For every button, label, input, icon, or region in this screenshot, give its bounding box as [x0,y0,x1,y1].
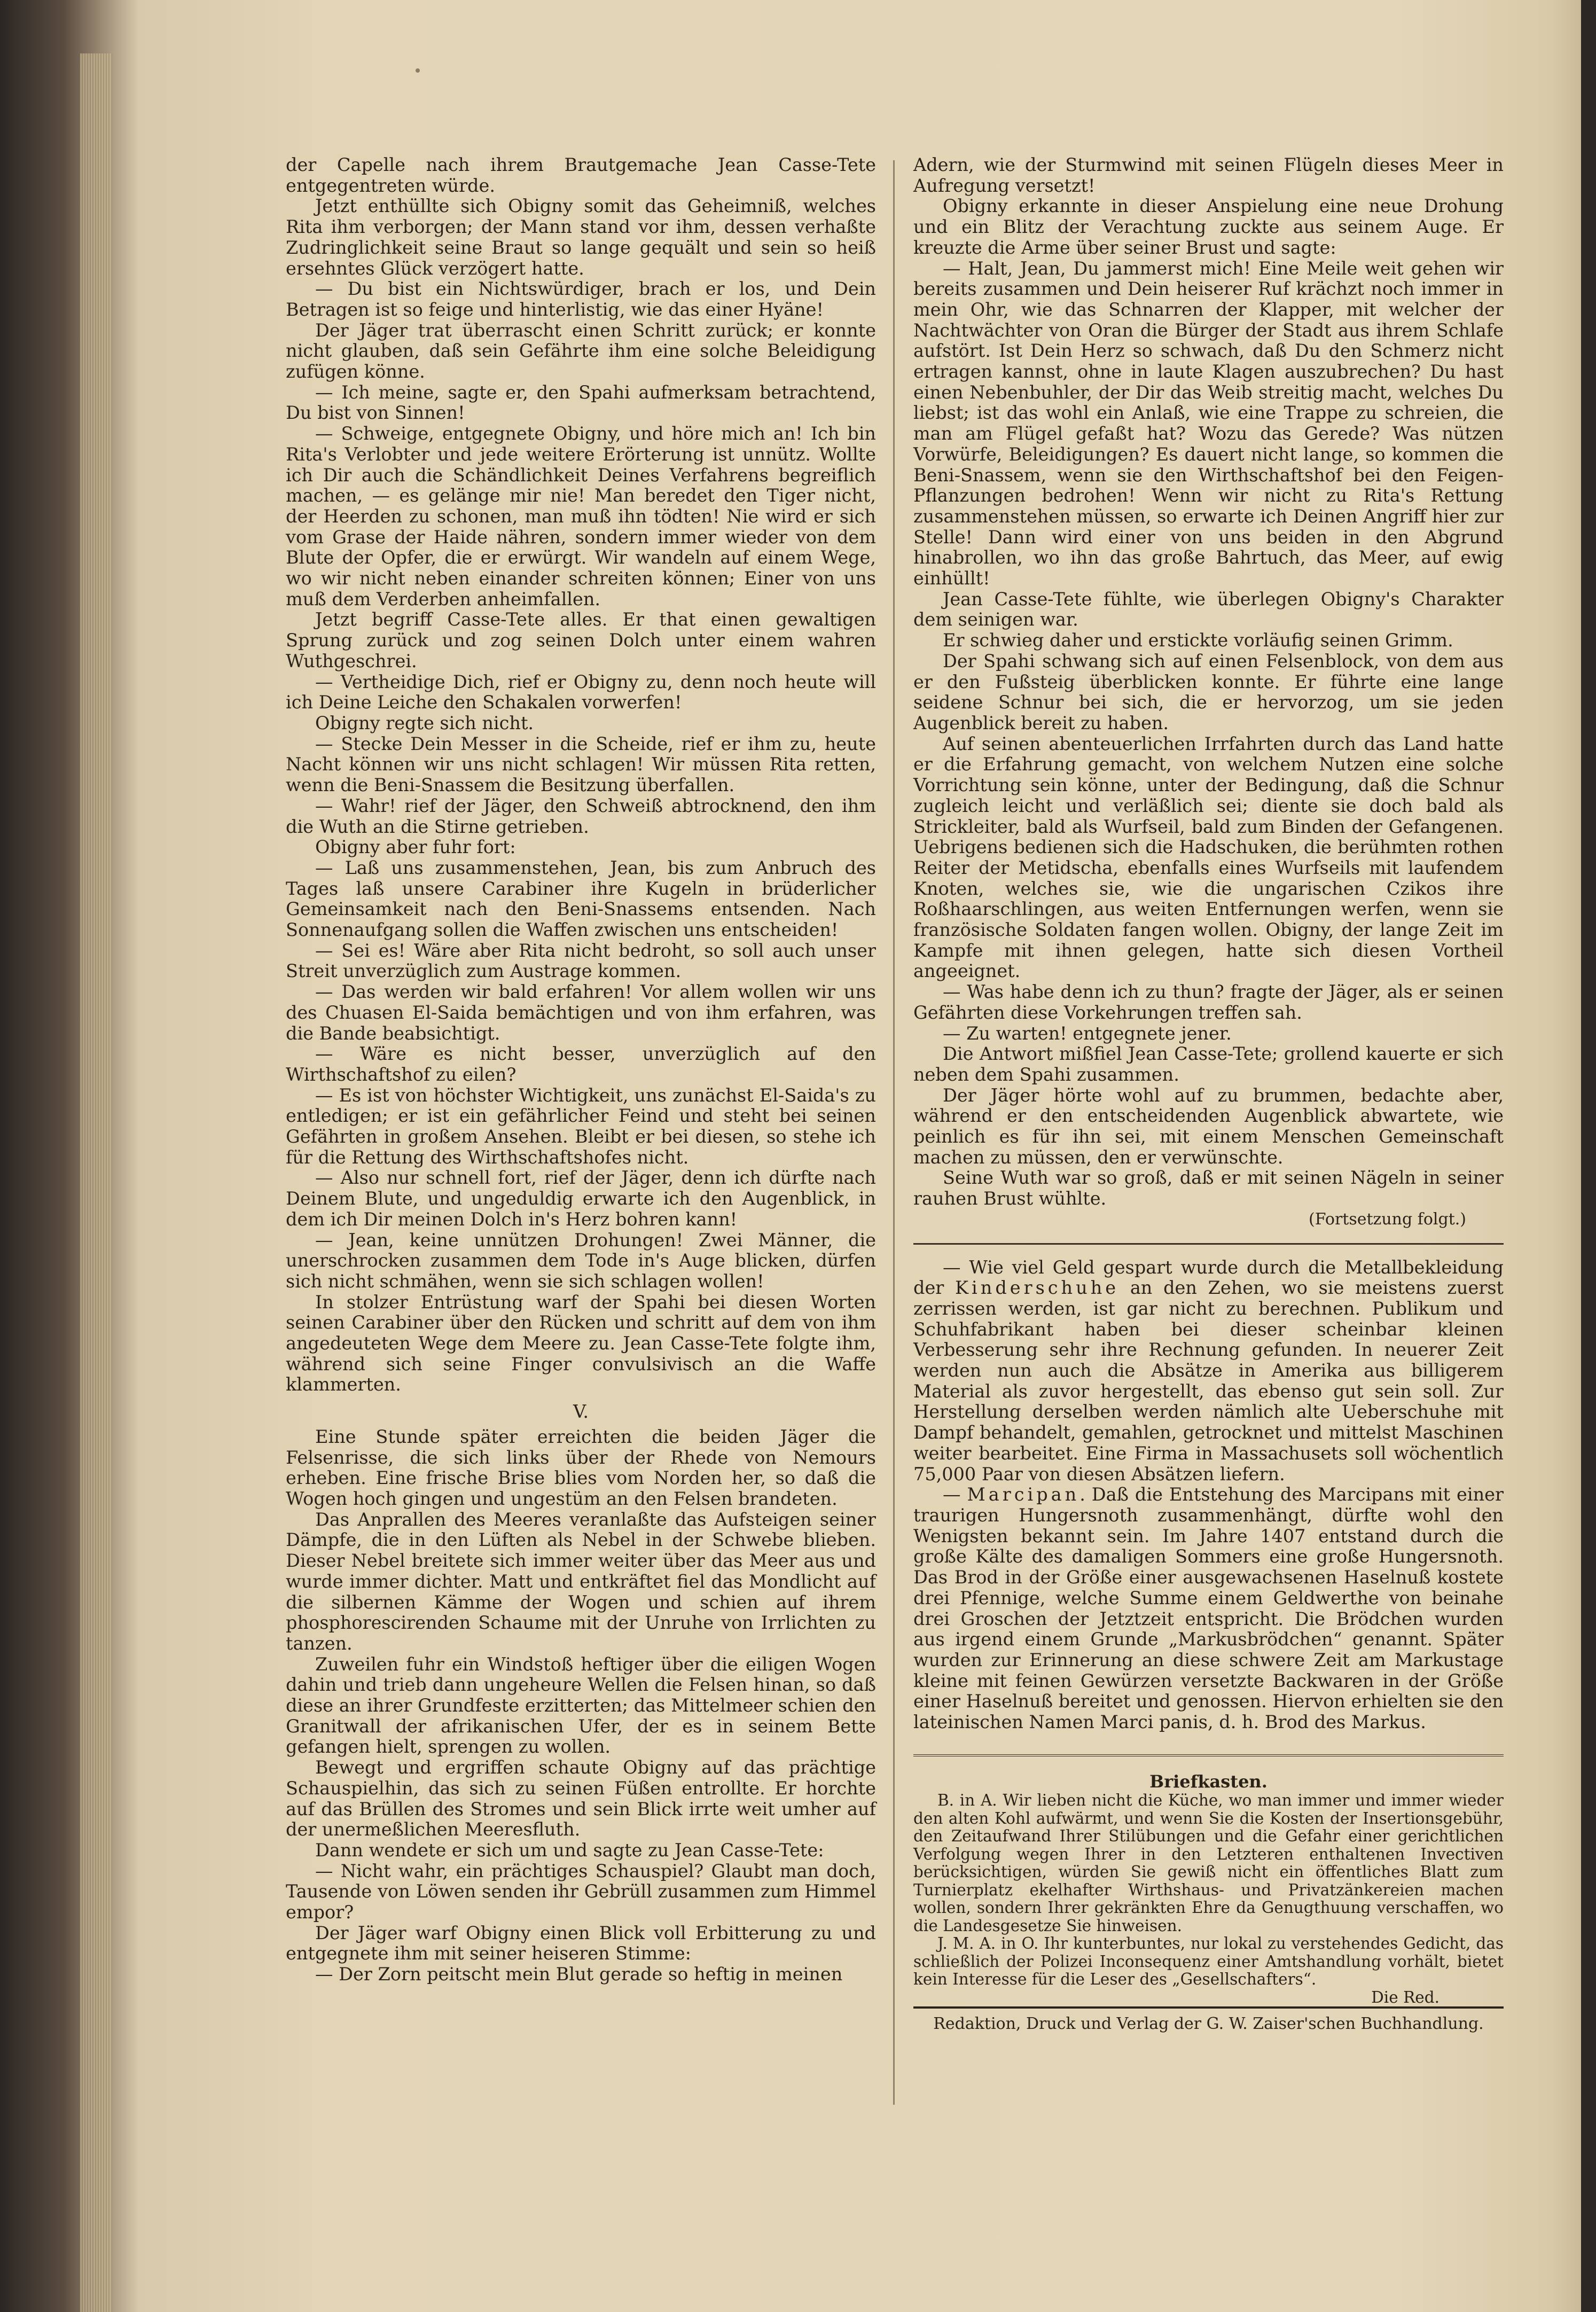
briefkasten-entry: J. M. A. in O. Ihr kunterbuntes, nur lokal zu verstehendes Gedicht, das schließlich der Polizei Inconsequenz einer Amtshandlung vorhält, bietet kein Interesse für die Leser des „Gesellschafters“. [913,1934,1504,1989]
paragraph: — Wäre es nicht besser, unverzüglich auf den Wirthschaftshof zu eilen? [286,1043,876,1085]
paragraph: Die Antwort mißfiel Jean Casse-Tete; grollend kauerte er sich neben dem Spahi zusammen. [913,1043,1504,1085]
note-body: . Daß die Entstehung des Marcipans mit einer traurigen Hungersnoth zusammenhängt, dürfte wohl den Wenigsten bekannt sein. Im Jahre 1407 entstand durch die große Kälte des damaligen Sommers eine große Hungersnoth. Das Brod in der Größe einer ausgewachsenen Haselnuß kostete drei Pfennige, welche Summe einem Geldwerthe von beinahe drei Groschen der Jetztzeit entspricht. Die Brödchen wurden aus irgend einem Grunde „Markusbrödchen“ genannt. Später wurden zur Erinnerung an diese schwere Zeit am Markustage kleine mit feinen Gewürzen versetzte Backwaren in der Größe einer Haselnuß bereitet und genossen. Hiervon erhielten sie den lateinischen Namen Marci panis, d. h. Brod des Markus. [913,1484,1504,1733]
paragraph: Jetzt enthüllte sich Obigny somit das Geheimniß, welches Rita ihm verborgen; der Mann stand vor ihm, dessen verhaßte Zudringlichkeit seine Braut so lange gequält und sein so heiß ersehntes Glück verzögert hatte. [286,196,876,279]
paragraph: Der Jäger hörte wohl auf zu brummen, bedachte aber, während er den entscheidenden Augenblick abwartete, wie peinlich es für ihn sei, mit einem Menschen Gemeinschaft machen zu müssen, den er verwünschte. [913,1084,1504,1168]
paragraph: Seine Wuth war so groß, daß er mit seinen Nägeln in seiner rauhen Brust wühlte. [913,1167,1504,1209]
paragraph: — Ich meine, sagte er, den Spahi aufmerksam betrachtend, Du bist von Sinnen! [286,381,876,424]
imprint-line: Redaktion, Druck und Verlag der G. W. Zaiser'schen Buchhandlung. [913,2006,1504,2035]
news-note-shoes [913,1257,1504,1485]
book-page-edges [80,53,112,2312]
paragraph: der Capelle nach ihrem Brautgemache Jean Casse-Tete entgegentreten würde. [286,154,876,196]
paragraph: Er schwieg daher und erstickte vorläufig seinen Grimm. [943,630,1453,651]
note-body: an den Zehen, wo sie meistens zuerst zerrissen werden, ist gar nicht zu berechnen. Publikum und Schuhfabrikant haben bei dieser scheinbar kleinen Verbesserung sehr ihre Rechnung gefunden. In neuerer Zeit werden nun auch die Absätze in Amerika aus billigerem Material als zuvor hergestellt, das ebenso gut sein soll. Zur Herstellung derselben werden nämlich alte Ueberschuhe mit Dampf behandelt, gemahlen, getrocknet und mittelst Maschinen weiter bearbeitet. Eine Firma in Massachusets soll wöchentlich 75,000 Paar von diesen Absätzen liefern. [913,1277,1504,1485]
paragraph: Der Spahi schwang sich auf einen Felsenblock, von dem aus er den Fußsteig überblicken konnte. Er führte eine lange seidene Schnur bei sich, die er hervorzog, um sie jeden Augenblick bereit zu haben. [913,650,1504,733]
paragraph: Dann wendete er sich um und sagte zu Jean Casse-Tete: [315,1839,824,1861]
paragraph: — Vertheidige Dich, rief er Obigny zu, denn noch heute will ich Deine Leiche den Schakalen vorwerfen! [286,671,876,713]
paragraph: Jean Casse-Tete fühlte, wie überlegen Obigny's Charakter dem seinigen war. [913,588,1504,630]
right-column [913,155,1504,2035]
paragraph: Zuweilen fuhr ein Windstoß heftiger über die eiligen Wogen dahin und trieb dann ungeheure Wellen die Felsen hinan, so daß diese an ihrer Grundfeste erzitterten; das Mittelmeer schien den Granitwall der afrikanischen Ufer, der es in seinem Bette gefangen hielt, sprengen zu wollen. [286,1653,876,1758]
briefkasten-section [913,1792,1504,2006]
chapter-heading: V. [573,1401,589,1423]
paragraph: — Der Zorn peitscht mein Blut gerade so heftig in meinen [315,1964,843,1985]
paragraph: Auf seinen abenteuerlichen Irrfahrten durch das Land hatte er die Erfahrung gemacht, von welchem Nutzen eine solche Vorrichtung sein könne, unter der Bedingung, daß die Schnur zugleich leicht und verläßlich sei; diente sie doch bald als Strickleiter, bald als Wurfseil, bald zum Binden der Gefangenen. Uebrigens bedienen sich die Hadschuken, die berühmten rothen Reiter der Metidscha, ebenfalls eines Wurfseils mit laufendem Knoten, welches sie, wie die ungarischen Czikos ihre Roßhaarschlingen, aus weiten Entfernungen werfen, wenn sie französische Soldaten fangen wollen. Obigny, der lange Zeit im Kampfe mit ihnen gelegen, hatte sich diesen Vortheil angeeignet. [913,733,1504,982]
paragraph: — Laß uns zusammenstehen, Jean, bis zum Anbruch des Tages laß unsere Carabiner ihre Kugeln in brüderlicher Gemeinsamkeit nach den Beni-Snassems entsenden. Nach Sonnenaufgang sollen die Waffen zwischen uns entscheiden! [286,857,876,941]
paragraph: — Also nur schnell fort, rief der Jäger, denn ich dürfte nach Deinem Blute, und ungeduldig erwarte ich den Augenblick, in dem ich Dir meinen Dolch in's Herz bohren kann! [286,1167,876,1230]
paragraph: Obigny erkannte in dieser Anspielung eine neue Drohung und ein Blitz der Verachtung zuckte aus seinem Auge. Er kreuzte die Arme über seiner Brust und sagte: [913,196,1504,258]
paragraph: Das Anprallen des Meeres veranlaßte das Aufsteigen seiner Dämpfe, die in den Lüften als Nebel in der Schwebe blieben. Dieser Nebel breitete sich immer weiter über das Meer aus und wurde immer dichter. Matt und entkräftet fiel das Mondlicht auf die silbernen Kämme der Wogen und schien auf ihrem phosphorescirenden Schaume mit der Unruhe von Irrlichten zu tanzen. [286,1509,876,1654]
paragraph: — Halt, Jean, Du jammerst mich! Eine Meile weit gehen wir bereits zusammen und Dein heiserer Ruf krächzt noch immer in mein Ohr, wie das Schnarren der Klapper, mit welcher der Nachtwächter von Oran die Bürger der Stadt aus ihrem Schlafe aufstört. Ist Dein Herz so schwach, daß Du den Schmerz nicht ertragen kannst, ohne in laute Klagen auszubrechen? Du hast einen Nebenbuhler, der Dir das Weib streitig macht, welches Du liebst; ist das wohl ein Anlaß, wie eine Trappe zu schreien, die man am Flügel gefaßt hat? Wozu das Gerede? Was nützen Vorwürfe, Beleidigungen? Es dauert nicht lange, so kommen die Beni-Snassem, wenn sie den Wirthschaftshof bei den Feigen-Pflanzungen bedrohen! Wenn wir nicht zu Rita's Rettung zusammenstehen müssen, so erwarte ich Deinen Angriff hier zur Stelle! Dann wird einer von uns beiden in den Abgrund hinabrollen, wo ihn das große Bahrtuch, das Meer, auf ewig einhüllt! [913,257,1504,589]
briefkasten-entry: B. in A. Wir lieben nicht die Küche, wo man immer und immer wieder den alten Kohl aufwärmt, und wenn Sie die Kosten der Insertionsgebühr, den Zeitaufwand Ihrer Stilübungen und die Gefahr einer gerichtlichen Verfolgung wegen Ihrer in den Letzteren enthaltenen Invectiven berücksichtigen, würden Sie gewiß nicht ein öffentliches Blatt zum Turnierplatz ekelhafter Wirthshaus- und Privatzänkereien machen wollen, sondern Ihrer gekränkten Ehre da Genugthuung verschaffen, wo die Landesgesetze Sie hinweisen. [913,1791,1504,1935]
paragraph: — Jean, keine unnützen Drohungen! Zwei Männer, die unerschrocken zusammen dem Tode in's Auge blicken, dürfen sich nicht schmähen, wenn sie sich schlagen wollen! [286,1229,876,1292]
section-divider [913,1243,1504,1245]
column-rule [893,160,895,2105]
paragraph: Der Jäger trat überrascht einen Schritt zurück; er konnte nicht glauben, daß sein Gefährte ihm eine solche Beleidigung zufügen könne. [286,319,876,382]
paragraph: — Nicht wahr, ein prächtiges Schauspiel? Glaubt man doch, Tausende von Löwen senden ihr Gebrüll zusammen zum Himmel empor? [286,1860,876,1923]
paragraph: — Es ist von höchster Wichtigkeit, uns zunächst El-Saida's zu entledigen; er ist ein gefährlicher Feind und steht bei seinen Gefährten in großem Ansehen. Bleibt er bei diesen, so stehe ich für die Rettung des Wirthschaftshofes nicht. [286,1084,876,1168]
book-binding [1581,0,1596,2312]
paragraph: — Schweige, entgegnete Obigny, und höre mich an! Ich bin Rita's Verlobter und jede weitere Erörterung ist unnütz. Wollte ich Dir auch die Schändlichkeit Deines Verfahrens begreiflich machen, — es gelänge mir nie! Man beredet den Tiger nicht, der Heerden zu schonen, man muß ihn tödten! Nie wird er sich vom Grase der Haide nähren, sondern immer wieder von dem Blute der Opfer, die er erwürgt. Wir wandeln auf einem Wege, wo wir nicht neben einander schreiten können; Einer von uns muß dem Verderben anheimfallen. [286,423,876,610]
briefkasten-title: Briefkasten. [1149,1771,1268,1792]
paragraph: Obigny regte sich nicht. [315,712,534,733]
paragraph: Adern, wie der Sturmwind mit seinen Flügeln dieses Meer in Aufregung versetzt! [913,154,1504,196]
note-lead: — [943,1484,967,1505]
paragraph: Jetzt begriff Casse-Tete alles. Er that einen gewaltigen Sprung zurück und zog seinen Dolch unter einem wahren Wuthgeschrei. [286,609,876,671]
paragraph: — Das werden wir bald erfahren! Vor allem wollen wir uns des Chuasen El-Saida bemächtigen und von ihm erfahren, was die Bande beabsichtigt. [286,981,876,1044]
paragraph: — Wahr! rief der Jäger, den Schweiß abtrocknend, den ihm die Wuth an die Stirne getrieben. [286,795,876,837]
paragraph: In stolzer Entrüstung warf der Spahi bei diesen Worten seinen Carabiner über den Rücken und schritt auf dem von ihm angedeuteten Wege dem Meere zu. Jean Casse-Tete folgte ihm, während sich seine Finger convulsivisch an die Waffe klammerten. [286,1291,876,1395]
left-column [286,155,876,1985]
note-keyword: Marcipan [967,1484,1080,1505]
editor-signature: Die Red. [1371,1988,1439,2006]
paragraph: Bewegt und ergriffen schaute Obigny auf das prächtige Schauspielhin, das sich zu seinen Füßen entrollte. Er horchte auf das Brüllen des Stromes und sein Blick irrte weit umher auf der unermeßlichen Meeresfluth. [286,1757,876,1840]
note-keyword: Kinderschuhe [955,1277,1120,1299]
note-lead: — Wie viel Geld gespart wurde durch die Metallbekleidung der [913,1256,1504,1299]
paragraph: — Sei es! Wäre aber Rita nicht bedroht, so soll auch unser Streit unverzüglich zum Austrage kommen. [286,940,876,982]
paragraph: Eine Stunde später erreichten die beiden Jäger die Felsenrisse, die sich links über der Rhede von Nemours erheben. Eine frische Brise blies vom Norden her, so daß die Wogen hoch gingen und ungestüm an den Felsen brandeten. [286,1426,876,1509]
paragraph: — Stecke Dein Messer in die Scheide, rief er ihm zu, heute Nacht können wir uns nicht schlagen! Wir müssen Rita retten, wenn die Beni-Snassem die Besitzung überfallen. [286,733,876,796]
section-divider [913,1754,1504,1756]
paragraph: — Du bist ein Nichtswürdiger, brach er los, und Dein Betragen ist so feige und hinterlistig, wie das einer Hyäne! [286,278,876,320]
page-mark-dot [416,68,420,73]
paragraph: — Zu warten! entgegnete jener. [943,1022,1232,1044]
paragraph: Obigny aber fuhr fort: [315,837,516,858]
news-note-marcipan [913,1485,1504,1732]
paragraph: — Was habe denn ich zu thun? fragte der Jäger, als er seinen Gefährten diese Vorkehrungen treffen sah. [913,981,1504,1023]
continuation-note: (Fortsetzung folgt.) [1309,1209,1466,1229]
paragraph: Der Jäger warf Obigny einen Blick voll Erbitterung zu und entgegnete ihm mit seiner heiseren Stimme: [286,1922,876,1964]
